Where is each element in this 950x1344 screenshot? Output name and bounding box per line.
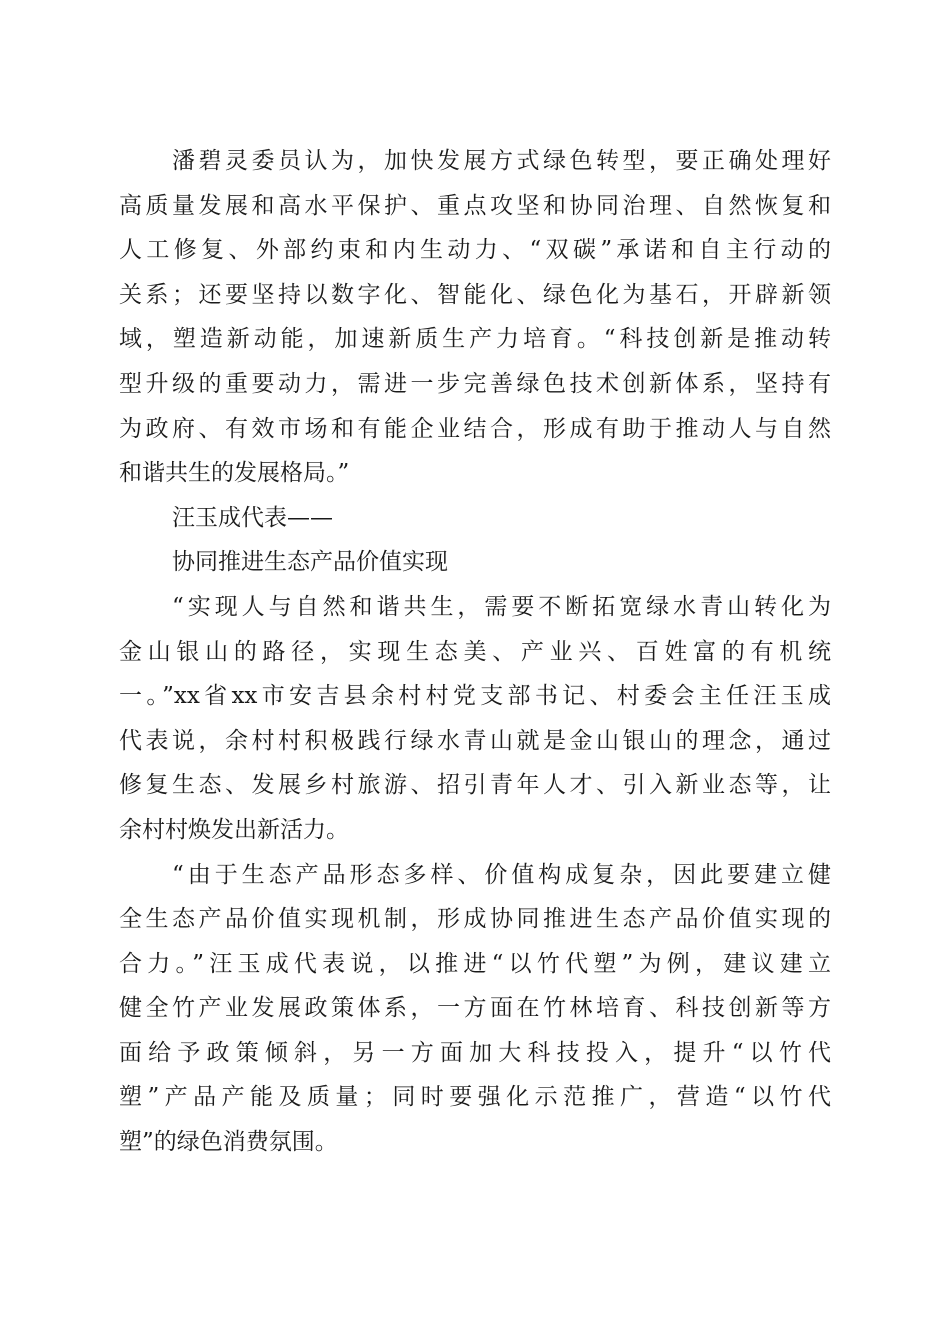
text-line: 面给予政策倾斜，另一方面加大科技投入，提升“以竹代 — [119, 1039, 831, 1066]
text-line: “由于生态产品形态多样、价值构成复杂，因此要建立健 — [172, 861, 831, 888]
text-line: 塑”产品产能及质量；同时要强化示范推广，营造“以竹代 — [119, 1084, 831, 1111]
text-line: 全生态产品价值实现机制，形成协同推进生态产品价值实现的 — [119, 906, 831, 933]
text-line: 潘碧灵委员认为，加快发展方式绿色转型，要正确处理好 — [172, 148, 831, 174]
section-topic-heading: 协同推进生态产品价值实现 — [172, 549, 448, 576]
text-line: 为政府、有效市场和有能企业结合，形成有助于推动人与自然 — [119, 415, 831, 442]
text-line: 关系；还要坚持以数字化、智能化、绿色化为基石，开辟新领 — [119, 281, 831, 308]
paragraph-wang-yucheng-2 — [119, 853, 831, 1165]
paragraph-pan-biling — [119, 139, 831, 496]
text-line: 域，塑造新动能，加速新质生产力培育。“科技创新是推动转 — [119, 326, 831, 353]
text-line: 健全竹产业发展政策体系，一方面在竹林培育、科技创新等方 — [119, 995, 831, 1022]
text-line: “实现人与自然和谐共生，需要不断拓宽绿水青山转化为 — [172, 593, 831, 620]
text-line: 合力。”汪玉成代表说，以推进“以竹代塑”为例，建议建立 — [119, 950, 831, 977]
text-line: 型升级的重要动力，需进一步完善绿色技术创新体系，坚持有 — [119, 370, 831, 397]
section-speaker-heading: 汪玉成代表—— — [172, 504, 333, 531]
text-line: 高质量发展和高水平保护、重点攻坚和协同治理、自然恢复和 — [119, 192, 831, 219]
text-line: 代表说，余村村积极践行绿水青山就是金山银山的理念，通过 — [119, 727, 831, 754]
text-line: 一。”xx省xx市安吉县余村村党支部书记、村委会主任汪玉成 — [119, 683, 831, 710]
text-line: 人工修复、外部约束和内生动力、“双碳”承诺和自主行动的 — [119, 237, 831, 264]
text-line: 和谐共生的发展格局。” — [119, 460, 350, 487]
document-body — [119, 139, 831, 1165]
text-line: 金山银山的路径，实现生态美、产业兴、百姓富的有机统 — [119, 638, 831, 665]
text-line: 余村村焕发出新活力。 — [119, 816, 349, 843]
paragraph-wang-yucheng-1 — [119, 585, 831, 853]
text-line: 修复生态、发展乡村旅游、招引青年人才、引入新业态等，让 — [119, 772, 831, 799]
text-line: 塑”的绿色消费氛围。 — [119, 1129, 338, 1156]
